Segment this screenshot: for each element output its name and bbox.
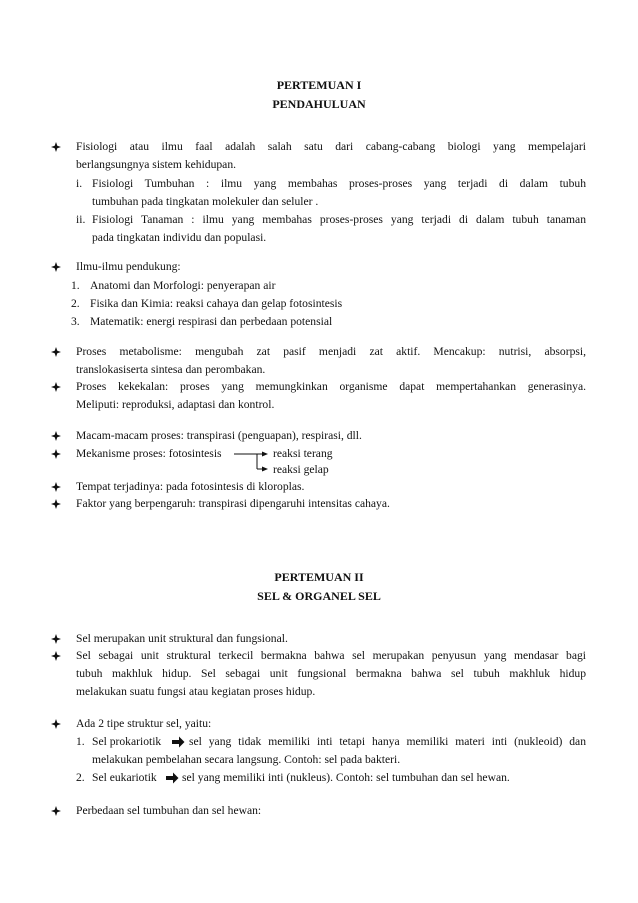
list-item: Matematik: energi respirasi dan perbedaan potensial: [90, 315, 333, 328]
bullet-diamond-icon: [51, 719, 61, 729]
list-number: 2.: [76, 771, 85, 784]
section-1-subtitle: PENDAHULUAN: [272, 97, 366, 111]
sub-item-number: ii.: [76, 213, 86, 226]
p2-bullet-4: Perbedaan sel tumbuhan dan sel hewan:: [76, 804, 262, 817]
arrow-right-icon: [172, 736, 185, 748]
list-number: 3.: [71, 315, 80, 328]
p1-bullet-5: Macam-macam proses: transpirasi (penguapan), respirasi, dll.: [76, 429, 362, 442]
list-item: Fisika dan Kimia: reaksi cahaya dan gelap fotosintesis: [90, 297, 343, 310]
section-2-subtitle: SEL & ORGANEL SEL: [257, 589, 381, 603]
bullet-diamond-icon: [51, 651, 61, 661]
bullet-diamond-icon: [51, 449, 61, 459]
p1-bullet-4-line-2: Meliputi: reproduksi, adaptasi dan kontrol.: [76, 398, 275, 411]
section-1-title: PERTEMUAN I: [276, 78, 362, 92]
p1-bullet-4-line-1: Proses kekekalan: proses yang memungkinkan organisme dapat mempertahankan generasinya.: [76, 380, 586, 393]
p2-bullet-2-line-3: melakukan suatu fungsi atau kegiatan proses hidup.: [76, 685, 316, 698]
p1-bullet-2-head: Ilmu-ilmu pendukung:: [76, 260, 181, 273]
cell-type-desc-cont: melakukan pembelahan secara langsung. Contoh: sel pada bakteri.: [92, 753, 401, 766]
p2-bullet-1: Sel merupakan unit struktural dan fungsional.: [76, 632, 288, 645]
cell-type-desc: sel yang tidak memiliki inti tetapi hanya memiliki materi inti (nukleoid) dan: [189, 735, 586, 748]
cell-type-desc: sel yang memiliki inti (nukleus). Contoh: sel tumbuhan dan sel hewan.: [182, 771, 510, 784]
bullet-diamond-icon: [51, 382, 61, 392]
list-item: Anatomi dan Morfologi: penyerapan air: [90, 279, 276, 292]
p1-bullet-3-line-2: translokasiserta sintesa dan perombakan.: [76, 363, 266, 376]
bullet-diamond-icon: [51, 431, 61, 441]
p1-bullet-6: Mekanisme proses: fotosintesis: [76, 447, 222, 460]
cell-type-label: Sel prokariotik: [92, 735, 162, 748]
list-number: 2.: [71, 297, 80, 310]
p2-bullet-3-head: Ada 2 tipe struktur sel, yaitu:: [76, 717, 212, 730]
p1-bullet-1-line-2: berlangsungnya sistem kehidupan.: [76, 158, 237, 171]
bullet-diamond-icon: [51, 806, 61, 816]
p2-bullet-2-line-1: Sel sebagai unit struktural terkecil bermakna bahwa sel merupakan penyusun yang mendasar bagi: [76, 649, 586, 662]
list-number: 1.: [76, 735, 85, 748]
bullet-diamond-icon: [51, 634, 61, 644]
section-2-title: PERTEMUAN II: [274, 570, 364, 584]
cell-type-label: Sel eukariotik: [92, 771, 157, 784]
sub-item-i-line-2: tumbuhan pada tingkatan molekuler dan seluler .: [92, 195, 319, 208]
bullet-diamond-icon: [51, 482, 61, 492]
p1-bullet-3-line-1: Proses metabolisme: mengubah zat pasif menjadi zat aktif. Mencakup: nutrisi, absorpsi,: [76, 345, 586, 358]
sub-item-number: i.: [76, 177, 83, 190]
p2-bullet-2-line-2: tubuh makhluk hidup. Sel sebagai unit fungsional bermakna bahwa sel tubuh makhluk hidup: [76, 667, 586, 680]
bullet-diamond-icon: [51, 499, 61, 509]
p1-bullet-7: Tempat terjadinya: pada fotosintesis di kloroplas.: [76, 480, 305, 493]
list-number: 1.: [71, 279, 80, 292]
sub-item-i-line-1: Fisiologi Tumbuhan : ilmu yang membahas proses-proses yang terjadi di dalam tubuh: [92, 177, 586, 190]
branch-arrow-icon: [234, 450, 268, 474]
p1-bullet-8: Faktor yang berpengaruh: transpirasi dipengaruhi intensitas cahaya.: [76, 497, 390, 510]
sub-item-ii-line-2: pada tingkatan individu dan populasi.: [92, 231, 267, 244]
p1-bullet-1-line-1: Fisiologi atau ilmu faal adalah salah satu dari cabang-cabang biologi yang mempelajari: [76, 140, 586, 153]
branch-label-2: reaksi gelap: [273, 463, 329, 476]
bullet-diamond-icon: [51, 262, 61, 272]
bullet-diamond-icon: [51, 347, 61, 357]
sub-item-ii-line-1: Fisiologi Tanaman : ilmu yang membahas proses-proses yang terjadi di dalam tubuh tanaman: [92, 213, 586, 226]
bullet-diamond-icon: [51, 142, 61, 152]
branch-label-1: reaksi terang: [273, 447, 333, 460]
arrow-right-icon: [166, 772, 179, 784]
